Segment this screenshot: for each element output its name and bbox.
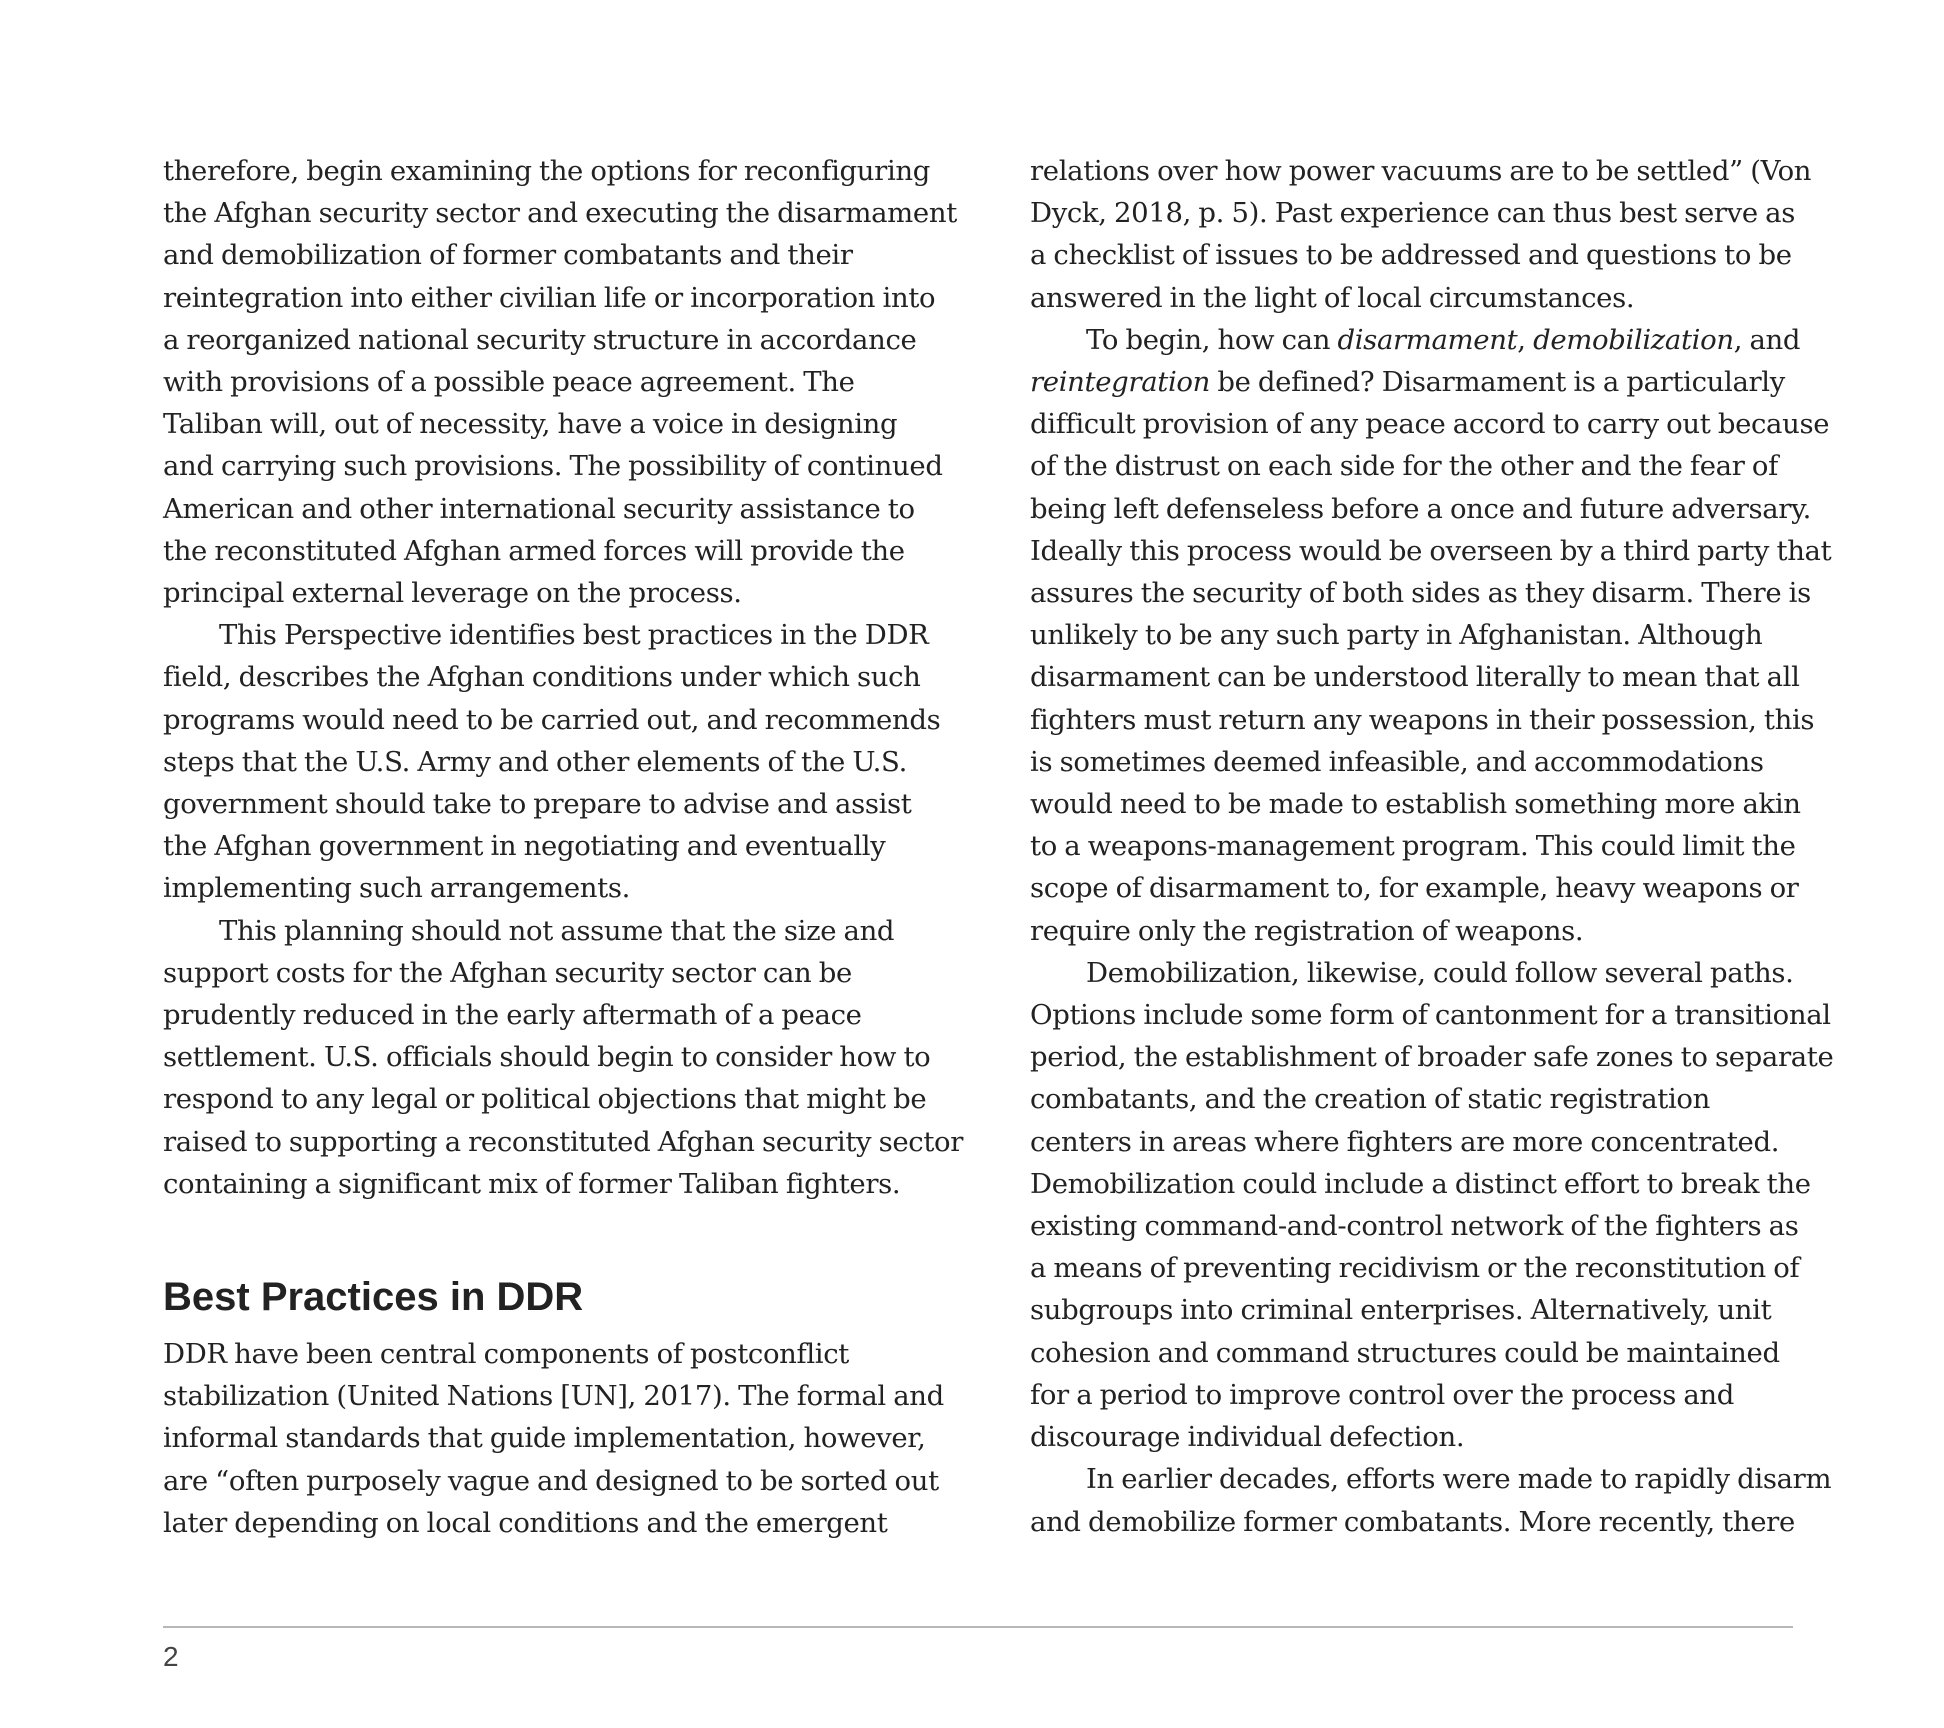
- text-line: [1030, 361, 1800, 403]
- text-line: In earlier decades, efforts were made to rapidly disarm: [1086, 1463, 1832, 1496]
- text-line: difficult provision of any peace accord to carry out because: [1030, 408, 1830, 441]
- text-line: steps that the U.S. Army and other elements of the U.S.: [163, 745, 907, 778]
- text-line: Dyck, 2018, p. 5). Past experience can thus best serve as: [1030, 197, 1795, 230]
- text-run: To begin, how can: [1086, 323, 1338, 356]
- text-line: government should take to prepare to advise and assist: [163, 788, 912, 821]
- italic-term: disarmament: [1337, 323, 1518, 356]
- text-line: Demobilization, likewise, could follow several paths.: [1086, 956, 1794, 989]
- text-line: Options include some form of cantonment for a transitional: [1030, 999, 1831, 1032]
- text-line: fighters must return any weapons in their possession, this: [1030, 703, 1815, 736]
- text-line: [1030, 319, 1800, 361]
- text-line: This planning should not assume that the size and: [219, 914, 895, 947]
- page-number: 2: [163, 1641, 179, 1672]
- footer-divider: [163, 1626, 1793, 1628]
- italic-term: demobilization: [1533, 323, 1734, 356]
- text-line: centers in areas where fighters are more concentrated.: [1030, 1125, 1780, 1158]
- text-run: , and: [1733, 323, 1801, 356]
- text-line: containing a significant mix of former Taliban fighters.: [163, 1167, 901, 1200]
- text-line: a means of preventing recidivism or the reconstitution of: [1030, 1252, 1800, 1285]
- paragraph: [163, 150, 957, 614]
- paragraph: [1030, 952, 1834, 1458]
- text-line: discourage individual defection.: [1030, 1421, 1465, 1454]
- text-line: settlement. U.S. officials should begin to consider how to: [163, 1041, 931, 1074]
- text-line: a checklist of issues to be addressed and questions to be: [1030, 239, 1792, 272]
- paragraph: [163, 1333, 944, 1544]
- text-line: principal external leverage on the process.: [163, 577, 742, 610]
- text-line: the reconstituted Afghan armed forces will provide the: [163, 534, 905, 567]
- text-line: informal standards that guide implementation, however,: [163, 1422, 926, 1455]
- text-line: and demobilization of former combatants and their: [163, 239, 853, 272]
- text-line: for a period to improve control over the process and: [1030, 1378, 1735, 1411]
- text-line: assures the security of both sides as they disarm. There is: [1030, 577, 1811, 610]
- text-line: combatants, and the creation of static registration: [1030, 1083, 1710, 1116]
- text-line: Ideally this process would be overseen by a third party that: [1030, 534, 1832, 567]
- text-line: answered in the light of local circumstances.: [1030, 281, 1635, 314]
- text-line: implementing such arrangements.: [163, 872, 630, 905]
- text-line: therefore, begin examining the options for reconfiguring: [163, 155, 930, 187]
- text-line: field, describes the Afghan conditions under which such: [163, 661, 921, 694]
- text-line: of the distrust on each side for the other and the fear of: [1030, 450, 1778, 483]
- text-line: raised to supporting a reconstituted Afghan security sector: [163, 1125, 964, 1158]
- text-line: is sometimes deemed infeasible, and accommodations: [1030, 745, 1764, 778]
- text-run: ,: [1517, 323, 1534, 356]
- text-line: and demobilize former combatants. More recently, there: [1030, 1505, 1795, 1538]
- text-line: cohesion and command structures could be maintained: [1030, 1336, 1780, 1369]
- text-line: programs would need to be carried out, and recommends: [163, 703, 941, 736]
- text-line: the Afghan security sector and executing the disarmament: [163, 197, 957, 230]
- text-line: would need to be made to establish something more akin: [1030, 788, 1801, 821]
- text-line: and carrying such provisions. The possibility of continued: [163, 450, 943, 483]
- text-line: Taliban will, out of necessity, have a voice in designing: [163, 408, 898, 441]
- right-column: [1030, 150, 1834, 1543]
- text-line: subgroups into criminal enterprises. Alternatively, unit: [1030, 1294, 1772, 1327]
- text-line: the Afghan government in negotiating and eventually: [163, 830, 886, 863]
- paragraph: [1030, 150, 1812, 319]
- section-heading: Best Practices in DDR: [163, 1275, 584, 1320]
- text-line: This Perspective identifies best practices in the DDR: [219, 619, 929, 652]
- text-line: DDR have been central components of postconflict: [163, 1338, 850, 1371]
- text-line: are “often purposely vague and designed to be sorted out: [163, 1464, 939, 1497]
- text-run: be defined? Disarmament is a particularly: [1209, 366, 1785, 399]
- text-line: later depending on local conditions and the emergent: [163, 1506, 888, 1539]
- text-line: with provisions of a possible peace agreement. The: [163, 366, 855, 399]
- text-line: relations over how power vacuums are to be settled” (Von: [1030, 155, 1812, 187]
- text-line: a reorganized national security structure in accordance: [163, 323, 917, 356]
- text-line: reintegration into either civilian life or incorporation into: [163, 281, 936, 314]
- text-line: stabilization (United Nations [UN], 2017). The formal and: [163, 1380, 944, 1413]
- paragraph: [1030, 319, 1832, 952]
- text-line: support costs for the Afghan security sector can be: [163, 956, 852, 989]
- text-line: respond to any legal or political objections that might be: [163, 1083, 927, 1116]
- text-line: American and other international security assistance to: [163, 492, 915, 525]
- text-line: scope of disarmament to, for example, heavy weapons or: [1030, 872, 1799, 905]
- text-line: Demobilization could include a distinct effort to break the: [1030, 1167, 1811, 1200]
- italic-term: reintegration: [1030, 366, 1210, 399]
- text-line: existing command-and-control network of the fighters as: [1030, 1210, 1799, 1243]
- text-line: disarmament can be understood literally to mean that all: [1030, 661, 1800, 694]
- text-line: prudently reduced in the early aftermath of a peace: [163, 999, 862, 1032]
- text-line: require only the registration of weapons.: [1030, 914, 1584, 947]
- text-line: to a weapons-management program. This could limit the: [1030, 830, 1796, 863]
- text-line: unlikely to be any such party in Afghanistan. Although: [1030, 619, 1763, 652]
- text-line: being left defenseless before a once and future adversary.: [1030, 492, 1812, 525]
- paragraph: [1030, 1458, 1832, 1542]
- text-line: period, the establishment of broader safe zones to separate: [1030, 1041, 1834, 1074]
- spacer: [163, 1205, 933, 1271]
- paragraph: [163, 614, 941, 909]
- paragraph: [163, 910, 964, 1205]
- left-column: [163, 150, 964, 1544]
